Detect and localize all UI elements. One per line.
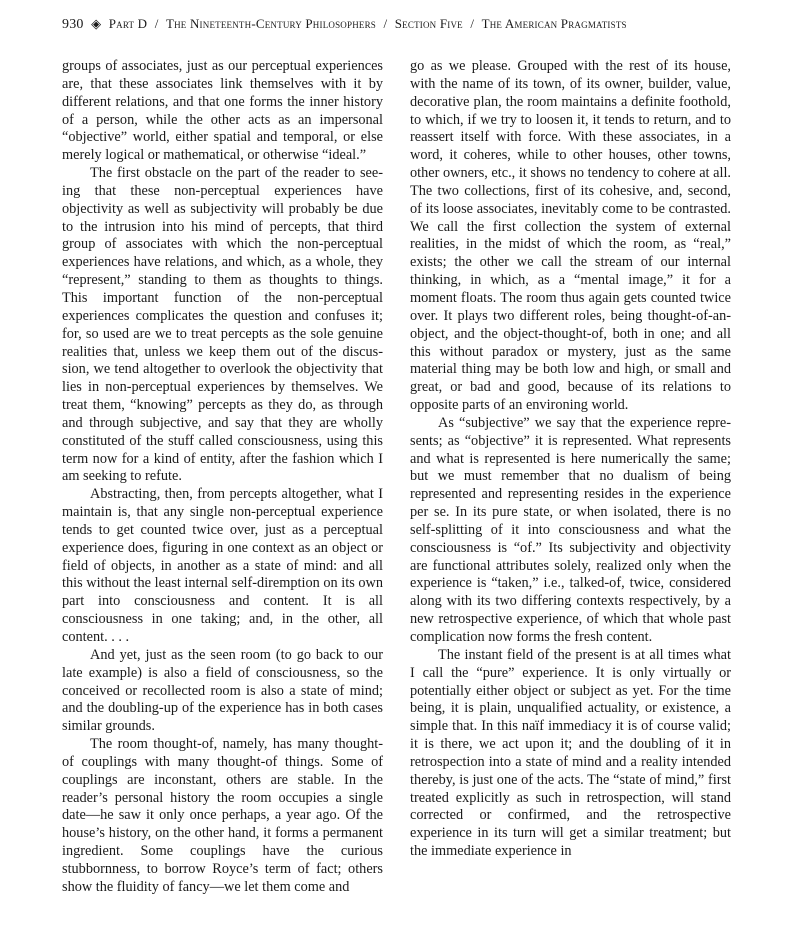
header-section: Section Five [394,16,463,31]
paragraph: The room thought-of, namely, has many thought-of couplings with many thought-of things. Some of couplings are inconstant, others are stable. In the reader’s personal history the room occupies a single date—he saw it only once perhaps, a year ago. Of the house’s history, on the other hand, it forms a permanent ingredient. Some couplings have the curious stubbornness, to borrow Royce’s term of fact; others show the fluidity of fancy—we let them come and [62,736,383,895]
paragraph: groups of associates, just as our perceptual experiences are, that these associates link themselves with it by different relations, and that one forms the inner history of a person, while the other acts as an impersonal “objective” world, either spatial and temporal, or else merely logical or mathematical, or otherwise “ideal.” [62,58,383,164]
header-separator: / [154,16,159,31]
header-separator: / [470,16,475,31]
header-diamond-icon: ◈ [91,16,102,31]
header-chapter: The American Pragmatists [481,16,627,31]
header-section-title: The Nineteenth-Century Philosophers [165,16,377,31]
header-separator: / [383,16,388,31]
paragraph: As “subjective” we say that the experience represents; as “objective” it is represented. What represents and what is represented is here numerically the same; but we must remember that no dualism of being represented and representing resides in the experience per se. In its pure state, or when isolated, there is no self-splitting of it into consciousness and what the consciousness is “of.” Its subjectivity and objectivity are functional attributes solely, realized only when the experience is “taken,” i.e., talked-of, twice, considered along with its two differing contexts respectively, by a new retrospective experience, of which that whole past complication now forms the fresh content. [410,414,731,645]
paragraph: And yet, just as the seen room (to go back to our late example) is also a field of consciousness, so the conceived or recollected room is also a state of mind; and the doubling-up of the experience has in both cases similar grounds. [62,646,383,735]
running-header [62,16,754,33]
paragraph: Abstracting, then, from percepts altogether, what I maintain is, that any single non-perceptual experience tends to get counted twice over, just as a perceptual experience does, figuring in one context as an object or field of objects, in another as a state of mind: and all this without the least internal self-diremption on its own part into consciousness and content. It is all consciousness in one taking; and, in the other, all content. . . . [62,486,383,645]
header-part: Part D [108,16,148,31]
left-column [62,58,383,897]
page-number: 930 [62,17,84,32]
paragraph: The first obstacle on the part of the reader to seeing that these non-perceptual experiences have objectivity as well as subjectivity will probably be due to the intrusion into his mind of percepts, that third group of associates with which the non-perceptual experiences have relations, and which, as a whole, they “represent,” standing to them as thoughts to things. This important function of the non-perceptual experiences complicates the question and confuses it; for, so used are we to treat percepts as the sole genuine realities that, unless we keep them out of the discussion, we tend altogether to overlook the objectivity that lies in non-perceptual experiences by themselves. We treat them, “knowing” percepts as they do, as through and through subjective, and say that they are wholly constituted of the stuff called consciousness, using this term now for a kind of entity, after the fashion which I am seeking to refute. [62,165,383,485]
paragraph: go as we please. Grouped with the rest of its house, with the name of its town, of its owner, builder, value, decorative plan, the room maintains a definite foothold, to which, if we try to loosen it, it tends to return, and to reassert itself with force. With these associates, in a word, it coheres, while to other houses, other towns, other owners, etc., it shows no tendency to cohere at all. The two collections, first of its cohesive, and, second, of its loose associates, inevitably come to be contrasted. We call the first collection the system of external realities, in the midst of which the room, as “real,” exists; the other we call the stream of our internal thinking, in which, as a “mental image,” it for a moment floats. The room thus again gets counted twice over. It plays two different roles, being thought-of-an-object, and the object-thought-of, both in one; and all this without paradox or mystery, just as the same material thing may be both low and high, or small and great, or bad and good, because of its relations to opposite parts of an environing world. [410,58,731,414]
paragraph: The instant field of the present is at all times what I call the “pure” experience. It is only virtually or potentially either object or subject as yet. For the time being, it is plain, unqualified actuality, or existence, a simple that. In this naïf immediacy it is of course valid; it is there, we act upon it; and the doubling of it in retrospection into a state of mind and a reality intended thereby, is just one of the acts. The “state of mind,” first treated explicitly as such in retrospection, will stand corrected or confirmed, and the retrospective experience in its turn will get a similar treatment; but the immediate experience in [410,646,731,860]
right-column [410,58,731,861]
